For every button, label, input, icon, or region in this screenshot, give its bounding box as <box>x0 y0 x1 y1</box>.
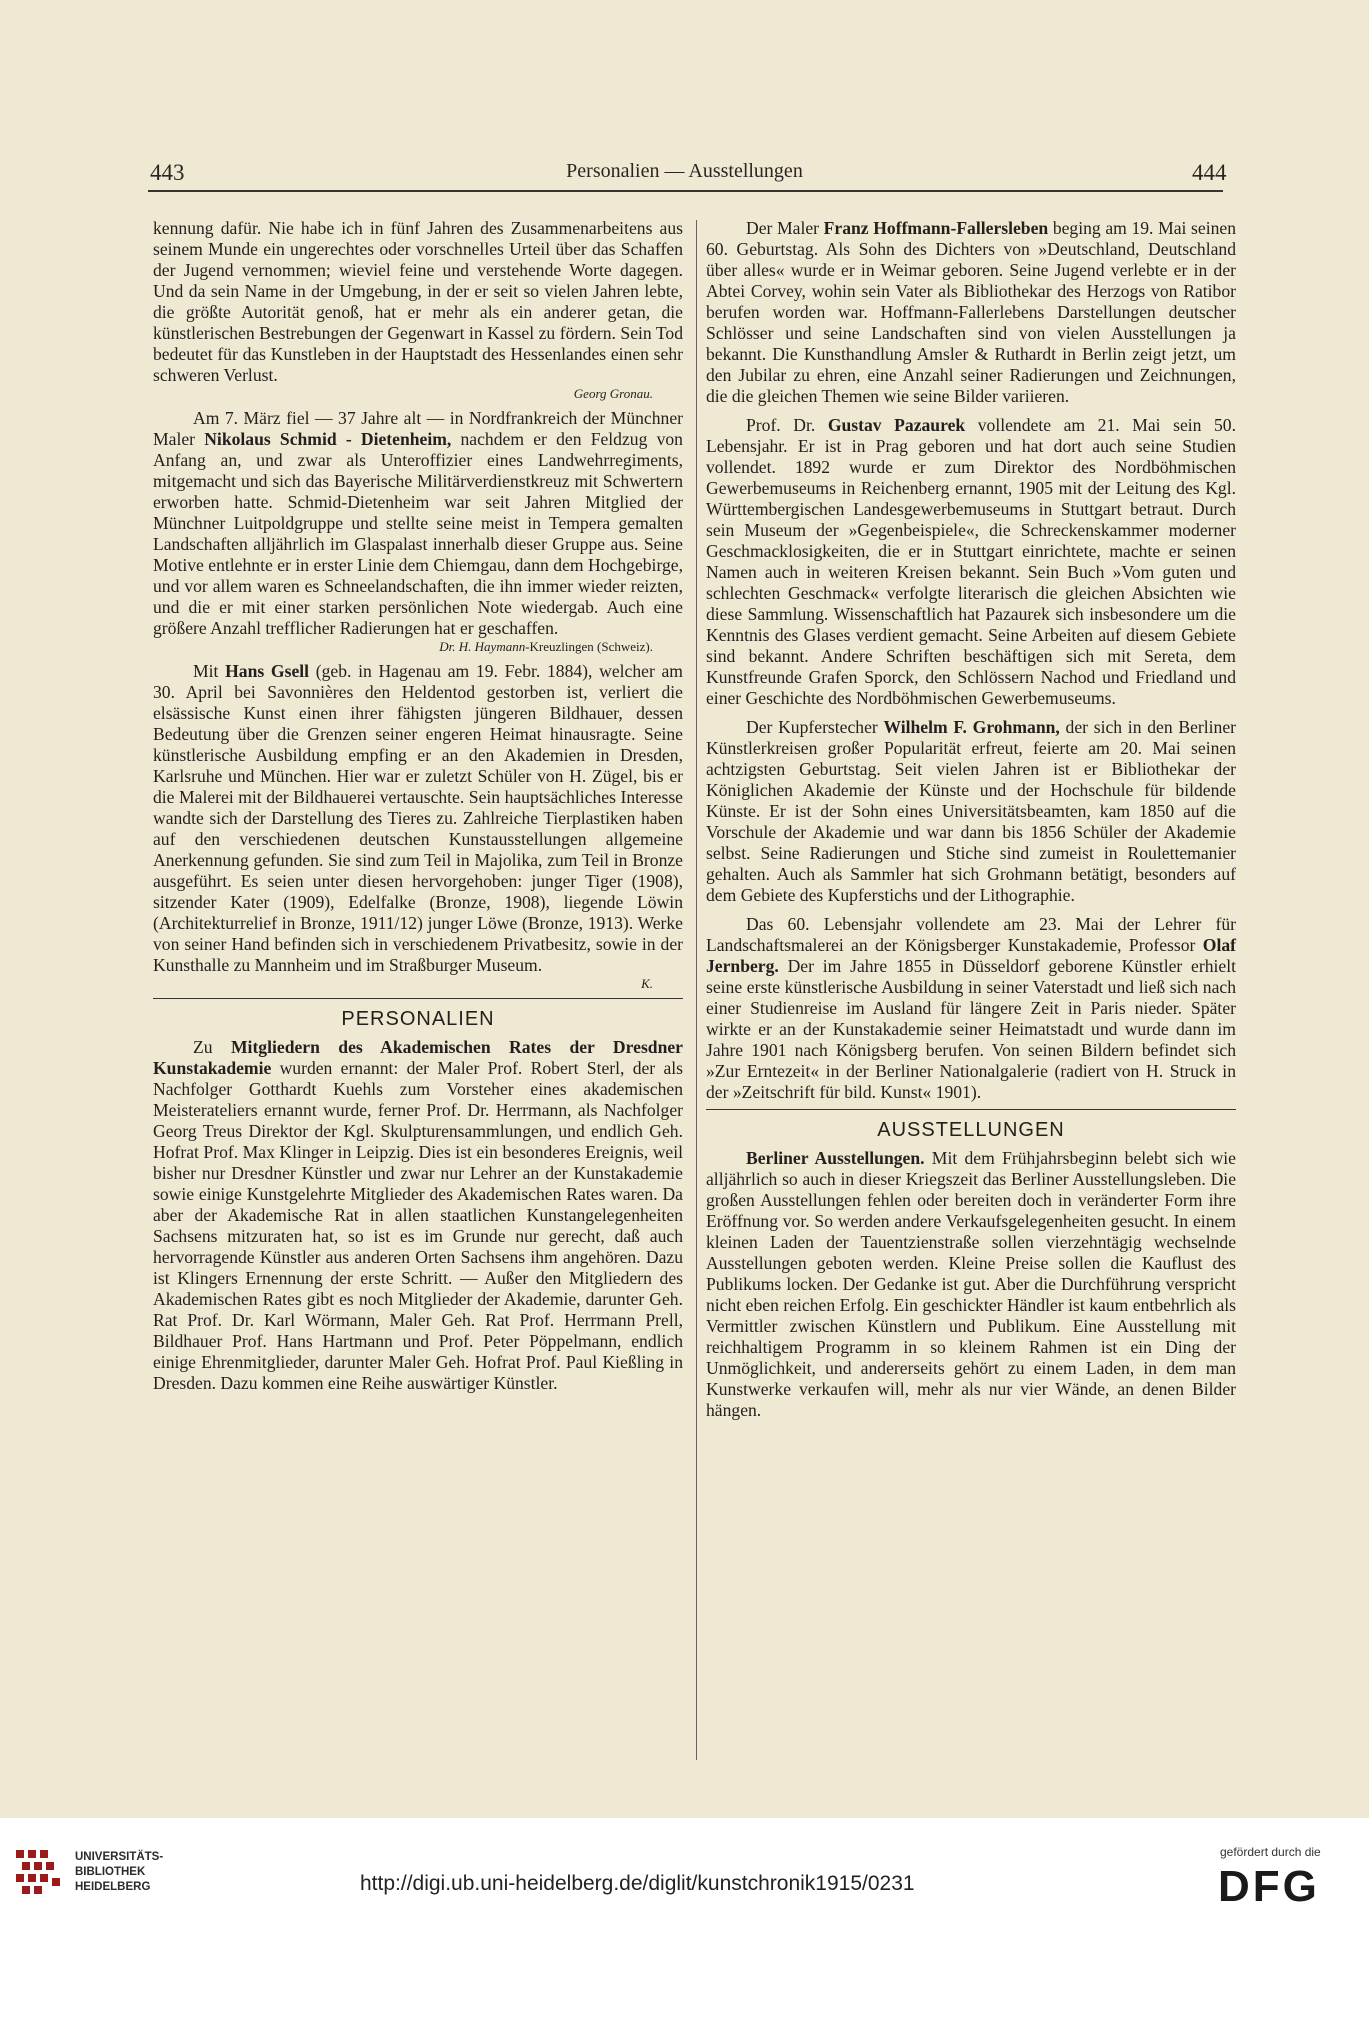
header-rule <box>148 190 1223 192</box>
university-logo-icon <box>14 1848 70 1902</box>
name-hoffmann-fallersleben: Franz Hoffmann-Fallersleben <box>823 218 1049 238</box>
paragraph-schmid: Am 7. März fiel — 37 Jahre alt — in Nordfrankreich der Münchner Maler Nikolaus Schmid - Dietenheim, nachdem er den Feldzug von Anfang an, und zwar als Unteroffizier eines Landwehrregiments, mitgemacht und sich das Bayerische Militärverdienstkreuz mit Schwertern erworben hatte. Schmid-Dietenheim war seit Jahren Mitglied der Münchner Luitpoldgruppe und stellte seine meist in Tempera gemalten Landschaften alljährlich im Glaspalast innerhalb dieser Gruppe aus. Seine Motive entlehnte er in erster Linie dem Chiemgau, dann dem Hochgebirge, und vor allem waren es Schneelandschaften, die ihn immer wieder reizten, und die er mit einer starken persönlichen Note wiedergab. Auch eine größere Anzahl trefflicher Radierungen hat er geschaffen. <box>153 408 683 638</box>
dfg-logo: DFG <box>1218 1862 1320 1911</box>
footer-bar <box>0 1818 1369 2019</box>
left-column <box>153 218 683 1394</box>
heading-akademischer-rat: Mitgliedern des Akademischen Rates der Dresdner Kunstakademie <box>153 1037 683 1078</box>
name-hans-gsell: Hans Gsell <box>225 661 310 681</box>
paragraph-gsell: Mit Hans Gsell (geb. in Hagenau am 19. Febr. 1884), welcher am 30. April bei Savonnières den Heldentod gestorben ist, verliert die elsässische Kunst einen ihrer fähigsten jüngeren Bildhauer, dessen Bedeutung über die Grenzen seiner engeren Heimat hinausragte. Seine künstlerische Ausbildung empfing er an den Akademien in Dresden, Karlsruhe und München. Hier war er zuletzt Schüler von H. Zügel, bis er die Malerei mit der Bildhauerei vertauschte. Sein hauptsächliches Interesse wandte sich der Darstellung des Tieres zu. Zahlreiche Tierplastiken haben auf den verschiedenen deutschen Kunstausstellungen allgemeine Anerkennung gefunden. Sie sind zum Teil in Majolika, zum Teil in Bronze ausgeführt. Es seien unter diesen hervorgehoben: junger Tiger (1908), sitzender Kater (1909), Edelfalke (Bronze, 1908), liegende Löwin (Architekturrelief in Bronze, 1911/12) junger Löwe (Bronze, 1913). Werke von seiner Hand befinden sich in verschiedenem Privatbesitz, sowie in der Kunsthalle zu Mannheim und im Straßburger Museum. <box>153 661 683 975</box>
signature-gronau: Georg Gronau. <box>573 386 653 401</box>
paragraph-hoffmann: Der Maler Franz Hoffmann-Fallersleben beging am 19. Mai seinen 60. Geburtstag. Als Sohn des Dichters von »Deutschland, Deutschland über alles« wurde er in Weimar geboren. Seine Jugend verlebte er in der Abtei Corvey, wohin sein Vater als Bibliothekar des Herzogs von Ratibor berufen worden war. Hoffmann-Fallerlebens Darstellungen deutscher Schlösser und seine Landschaften sind von vielen Ausstellungen ja bekannt. Die Kunsthandlung Amsler & Ruthardt in Berlin zeigt jetzt, um den Jubilar zu ehren, eine Anzahl seiner Radierungen und Zeichnungen, die die gleichen Themen wie seine Bilder variieren. <box>706 218 1236 406</box>
name-pazaurek: Gustav Pazaurek <box>827 415 966 435</box>
paragraph-grohmann: Der Kupferstecher Wilhelm F. Grohmann, der sich in den Berliner Künstlerkreisen großer Popularität erfreut, feierte am 20. Mai seinen achtzigsten Geburtstag. Seit vielen Jahren ist er Bibliothekar der Königlichen Akademie der Künste und der Hochschule für bildende Künste. Er ist der Sohn eines Universitätsbeamten, kam 1850 auf die Vorschule der Akademie und war dann bis 1856 Schüler der Akademie selbst. Seine Radierungen und Stiche sind zumeist in Roulettemanier gehalten. Auch als Sammler hat sich Grohmann betätigt, besonders auf dem Gebiete des Kupferstichs und der Lithographie. <box>706 717 1236 905</box>
section-title-personalien: PERSONALIEN <box>341 1008 495 1030</box>
column-divider <box>696 220 697 1760</box>
name-grohmann: Wilhelm F. Grohmann, <box>883 717 1060 737</box>
section-rule <box>153 998 683 999</box>
right-column <box>706 218 1236 1421</box>
signature-haymann: Dr. H. Haymann-Kreuzlingen (Schweiz). <box>439 639 653 654</box>
university-logo-text: UNIVERSITÄTS- BIBLIOTHEK HEIDELBERG <box>75 1851 164 1893</box>
section-title-ausstellungen: AUSSTELLUNGEN <box>877 1119 1065 1141</box>
paragraph-jernberg: Das 60. Lebensjahr vollendete am 23. Mai der Lehrer für Landschaftsmalerei an der Königsberger Kunstakademie, Professor Olaf Jernberg. Der im Jahre 1855 in Düsseldorf geborene Künstler erhielt seine erste künstlerische Ausbildung in seiner Vaterstadt und ließ sich nach einer Studienreise im Ausland für längere Zeit in Paris nieder. Später wirkte er an der Kunstakademie seiner Heimatstadt und wurde dann im Jahre 1901 nach Königsberg berufen. Von seinen Bildern befindet sich »Zur Erntezeit« in der Berliner Nationalgalerie (radiert von H. Struck in der »Zeitschrift für bild. Kunst« 1901). <box>706 914 1236 1102</box>
signature-k: K. <box>641 976 653 991</box>
name-schmid-dietenheim: Nikolaus Schmid - Dietenheim, <box>204 429 452 449</box>
paragraph-akademie: Zu Mitgliedern des Akademischen Rates der Dresdner Kunstakademie wurden ernannt: der Maler Prof. Robert Sterl, der als Nachfolger Gotthardt Kuehls zum Vorsteher eines akademischen Meisterateliers ernannt wurde, ferner Prof. Dr. Herrmann, als Nachfolger Georg Treus Direktor der Kgl. Skulpturensammlungen, und endlich Geh. Hofrat Prof. Max Klinger in Leipzig. Dies ist ein besonderes Ereignis, weil bisher nur Dresdner Künstler und zwar nur Lehrer an der Kunstakademie sowie einige Kunstgelehrte Mitglieder des Akademischen Rates waren. Da aber der Akademische Rat in allen staatlichen Kunstangelegenheiten Sachsens mitzuraten hat, so ist es im Grunde nur gerecht, daß auch hervorragende Künstler aus anderen Orten Sachsens ihm angehören. Dazu ist Klingers Ernennung der erste Schritt. — Außer den Mitgliedern des Akademischen Rates gibt es noch Mitglieder der Akademie, darunter Geh. Rat Prof. Dr. Karl Wörmann, Maler Geh. Rat Prof. Herrmann Prell, Bildhauer Prof. Hans Hartmann und Prof. Peter Pöppelmann, endlich einige Ehrenmitglieder, darunter Maler Geh. Hofrat Prof. Paul Kießling in Dresden. Dazu kommen eine Reihe auswärtiger Künstler. <box>153 1037 683 1393</box>
name-jernberg: Olaf Jernberg. <box>706 935 1236 976</box>
permalink-url[interactable]: http://digi.ub.uni-heidelberg.de/diglit/kunstchronik1915/0231 <box>360 1872 915 1895</box>
paragraph-berliner-ausstellungen: Berliner Ausstellungen. Mit dem Frühjahrsbeginn belebt sich wie alljährlich so auch in dieser Kriegszeit das Berliner Ausstellungsleben. Die großen Ausstellungen fehlen oder bereiten doch in veränderter Form ihre Eröffnung vor. So werden andere Verkaufsgelegenheiten gesucht. In einem kleinen Laden der Tauentzienstraße sollen vierzehntägig wechselnde Ausstellungen geboten werden. Kleine Preise sollen die Kauflust des Publikums locken. Der Gedanke ist gut. Aber die Durchführung verspricht nicht eben reichen Erfolg. Ein geschickter Händler ist kaum entbehrlich als Vermittler zwischen Künstlern und Publikum. Eine Ausstellung mit reichhaltigem Programm in so kleinem Rahmen ist ein Ding der Unmöglichkeit, und andererseits gehört zu einem Laden, in dem man Kunstwerke verkaufen will, mehr als nur vier Wände, an denen Bilder hängen. <box>706 1148 1236 1420</box>
funding-note: gefördert durch die <box>1220 1845 1321 1859</box>
page-number-left: 443 <box>150 160 185 185</box>
heading-berliner-ausstellungen: Berliner Ausstellungen. <box>746 1148 925 1168</box>
page-number-right: 444 <box>1192 160 1227 185</box>
paragraph-pazaurek: Prof. Dr. Gustav Pazaurek vollendete am 21. Mai sein 50. Lebensjahr. Er ist in Prag geboren und hat dort auch seine Studien vollendet. 1892 wurde er zum Direktor des Nordböhmischen Gewerbemuseums in Reichenberg ernannt, 1905 mit der Leitung des Kgl. Württembergischen Landesgewerbemuseums in Stuttgart betraut. Durch sein Museum der »Gegenbeispiele«, die Schreckenskammer moderner Geschmacklosigkeiten, die er in Stuttgart einrichtete, machte er seinen Namen auch in weiteren Kreisen bekannt. Sein Buch »Vom guten und schlechten Geschmack« verfolgte literarisch die gleichen Absichten wie diese Sammlung. Wissenschaftlich hat Pazaurek sich insbesondere um die Kenntnis des Glases verdient gemacht. Seine Arbeiten auf diesem Gebiete sind bekannt. Andere Schriften beschäftigen sich mit Sereta, dem Kunstfreunde Grafen Sporck, den Schlössern Nachod und Friedland und einer Geschichte des Nordböhmischen Gewerbemuseums. <box>706 415 1236 708</box>
paragraph-gronau: kennung dafür. Nie habe ich in fünf Jahren des Zusammenarbeitens aus seinem Munde ein ungerechtes oder vorschnelles Urteil über das Schaffen der Jugend vernommen; wieviel feine und verstehende Worte dagegen. Und da sein Name in der Umgebung, in der er seit so vielen Jahren lebte, die größte Autorität genoß, hat er mehr als ein anderer getan, die künstlerischen Bestrebungen der Gegenwart in Kassel zu fördern. Sein Tod bedeutet für das Kunstleben in der Hauptstadt des Hessenlandes einen sehr schweren Verlust. <box>153 218 683 385</box>
section-rule <box>706 1109 1236 1110</box>
running-header: Personalien — Ausstellungen <box>566 160 803 182</box>
